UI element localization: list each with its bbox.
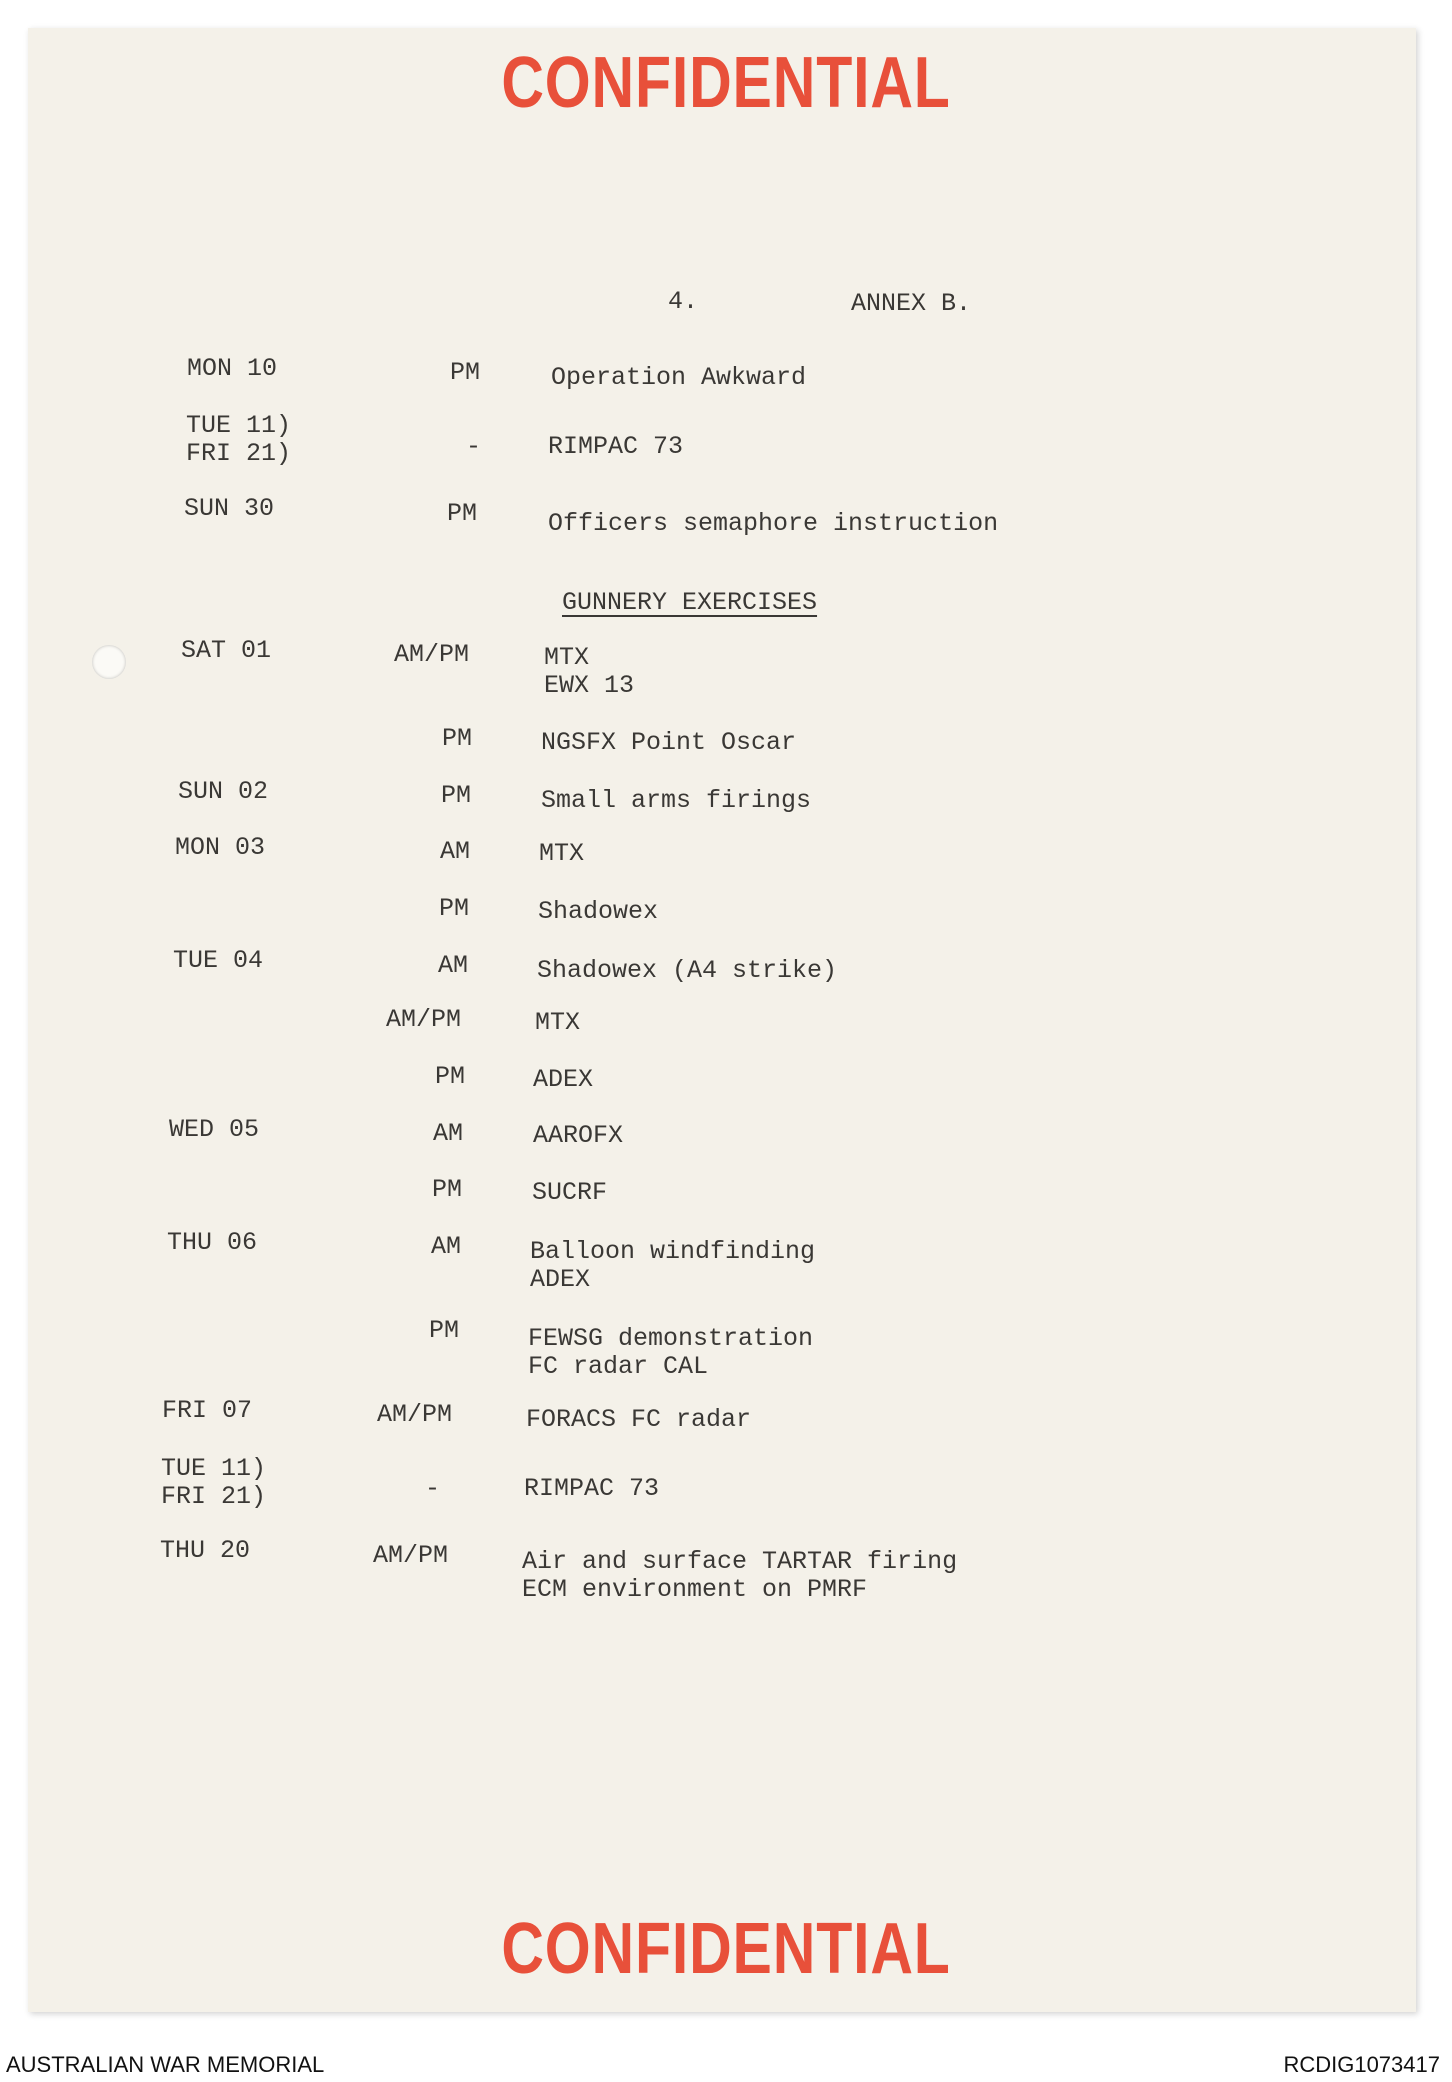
entry-event: ADEX [533,1065,594,1094]
entry-event: MTX [539,839,585,868]
entry-time: PM [450,358,481,387]
entry-event: FEWSG demonstration FC radar CAL [528,1324,814,1381]
entry-time: AM [438,951,469,980]
entry-time: AM/PM [386,1005,462,1034]
entry-time: AM [433,1119,464,1148]
document-page [28,28,1416,2012]
entry-time: AM/PM [377,1400,453,1429]
page-number: 4. [668,287,699,316]
entry-day: MON 10 [187,354,278,383]
entry-day: THU 20 [160,1536,251,1565]
entry-event: AAROFX [533,1121,624,1150]
punch-hole [92,645,126,679]
entry-event: Balloon windfinding ADEX [530,1237,816,1294]
entry-event: Operation Awkward [551,363,807,392]
entry-time: - [466,432,482,461]
entry-event: SUCRF [532,1178,608,1207]
entry-event: MTX EWX 13 [544,643,635,700]
entry-time: AM/PM [394,640,470,669]
entry-event: Air and surface TARTAR firing ECM environment on PMRF [522,1547,958,1604]
record-id: RCDIG1073417 [1283,2052,1440,2077]
entry-event: RIMPAC 73 [524,1474,660,1503]
entry-day: TUE 11) FRI 21) [161,1454,267,1511]
entry-event: MTX [535,1008,581,1037]
archive-credit: AUSTRALIAN WAR MEMORIAL [6,2052,325,2077]
entry-day: FRI 07 [162,1396,253,1425]
entry-event: RIMPAC 73 [548,432,684,461]
entry-time: AM [440,837,471,866]
entry-event: Small arms firings [541,786,812,815]
entry-time: PM [447,499,478,528]
entry-day: TUE 11) FRI 21) [186,411,292,468]
entry-day: MON 03 [175,833,266,862]
confidential-stamp-top: CONFIDENTIAL [501,43,951,123]
entry-day: SUN 02 [178,777,269,806]
entry-time: AM [431,1232,462,1261]
entry-day: TUE 04 [173,946,264,975]
entry-day: THU 06 [167,1228,258,1257]
entry-day: SAT 01 [181,636,272,665]
entry-event: NGSFX Point Oscar [541,728,797,757]
annex-label: ANNEX B. [851,289,972,318]
entry-time: PM [442,724,473,753]
entry-time: AM/PM [373,1541,449,1570]
entry-time: PM [441,781,472,810]
entry-event: Shadowex (A4 strike) [537,956,838,985]
entry-day: SUN 30 [184,494,275,523]
section-heading: GUNNERY EXERCISES [562,588,818,617]
entry-day: WED 05 [169,1115,260,1144]
entry-event: FORACS FC radar [526,1405,752,1434]
entry-time: PM [435,1062,466,1091]
entry-event: Shadowex [538,897,659,926]
entry-event: Officers semaphore instruction [548,509,999,538]
entry-time: PM [432,1175,463,1204]
entry-time: - [425,1474,441,1503]
entry-time: PM [439,894,470,923]
entry-time: PM [429,1316,460,1345]
confidential-stamp-bottom: CONFIDENTIAL [501,1909,951,1989]
